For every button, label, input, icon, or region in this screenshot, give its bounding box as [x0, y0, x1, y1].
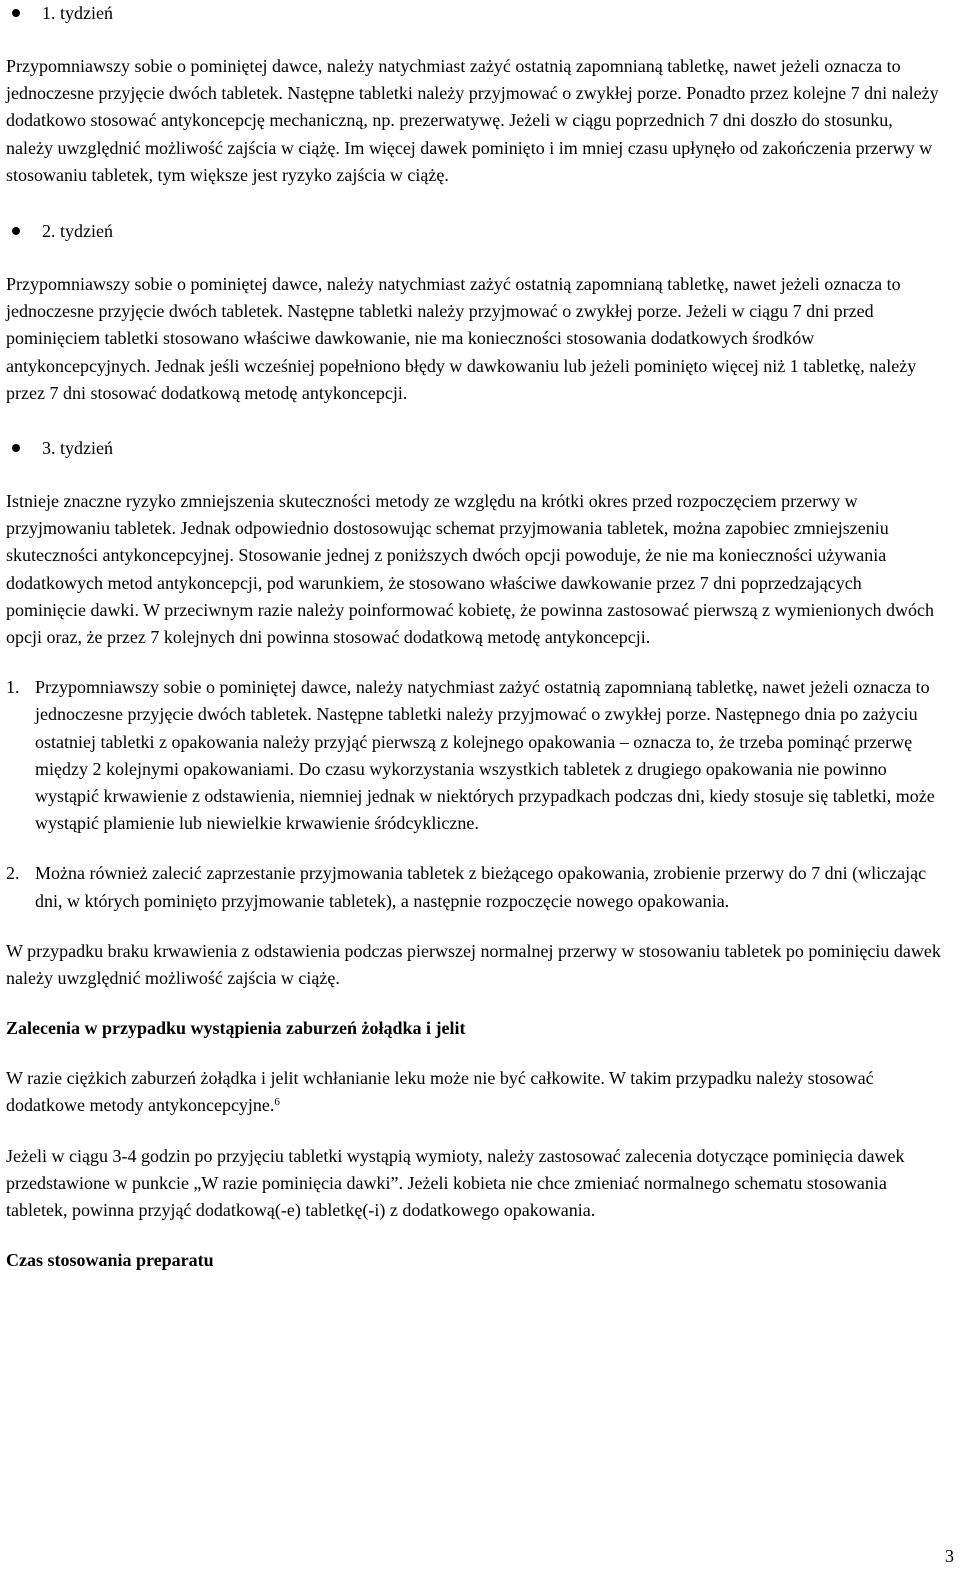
- gi-paragraph-1-text: W razie ciężkich zaburzeń żołądka i jelit wchłanianie leku może nie być całkowite. W takim przypadku należy stosować dodatkowe metody antykoncepcyjne.: [6, 1068, 874, 1116]
- week1-heading-label: 1. tydzień: [42, 3, 113, 23]
- gi-section-heading: Zalecenia w przypadku wystąpienia zaburzeń żołądka i jelit: [6, 1018, 466, 1039]
- week3-paragraph: Istnieje znaczne ryzyko zmniejszenia skuteczności metody ze względu na krótki okres przed rozpoczęciem przerwy w przyjmowaniu tabletek. Jednak odpowiednio dostosowując schemat przyjmowania tabletek, można zapobiec zmniejszeniu skuteczności antykoncepcyjnej. Stosowanie jednej z poniższych dwóch opcji powoduje, że nie ma konieczności używania dodatkowych metod antykoncepcji, pod warunkiem, że stosowano właściwe dawkowanie przez 7 dni poprzedzających pominięcie dawki. W przeciwnym razie należy poinformować kobietę, że powinna zastosować pierwszą z wymienionych dwóch opcji oraz, że przez 7 kolejnych dni powinna stosować dodatkową metodę antykoncepcji.: [6, 491, 935, 648]
- week2-heading-label: 2. tydzień: [42, 221, 113, 242]
- option-1-number: 1.: [6, 677, 20, 698]
- gi-paragraph-2: Jeżeli w ciągu 3-4 godzin po przyjęciu tabletki wystąpią wymioty, należy zastosować zalecenia dotyczące pominięcia dawek przedstawione w punkcie „W razie pominięcia dawki”. Jeżeli kobieta nie chce zmieniać normalnego schematu stosowania tabletek, powinna przyjąć dodatkową(-e) tabletkę(-i) z dodatkowego opakowania.: [6, 1145, 905, 1221]
- bullet-icon: [12, 9, 20, 17]
- week1-paragraph: Przypomniawszy sobie o pominiętej dawce, należy natychmiast zażyć ostatnią zapomnianą tabletkę, nawet jeżeli oznacza to jednoczesne przyjęcie dwóch tabletek. Następne tabletki należy przyjmować o zwykłej porze. Ponadto przez kolejne 7 dni należy dodatkowo stosować antykoncepcję mechaniczną, np. prezerwatywę. Jeżeli w ciągu poprzednich 7 dni doszło do stosunku, należy uwzględnić możliwość zajścia w ciążę. Im więcej dawek pominięto i im mniej czasu upłynęło od zakończenia przerwy w stosowaniu tabletek, tym większe jest ryzyko zajścia w ciążę.: [6, 56, 939, 185]
- no-bleeding-paragraph: W przypadku braku krwawienia z odstawienia podczas pierwszej normalnej przerwy w stosowaniu tabletek po pominięciu dawek należy uwzględnić możliwość zajścia w ciążę.: [6, 940, 941, 989]
- document-page: [6, 0, 941, 1274]
- option-1-text: Przypomniawszy sobie o pominiętej dawce, należy natychmiast zażyć ostatnią zapomnianą tabletkę, nawet jeżeli oznacza to jednoczesne przyjęcie dwóch tabletek. Następne tabletki należy przyjmować o zwykłej porze. Następnego dnia po zażyciu ostatniej tabletki z opakowania należy przyjąć pierwszą z kolejnego opakowania – oznacza to, że trzeba pominąć przerwę między 2 kolejnymi opakowaniami. Do czasu wykorzystania wszystkich tabletek z drugiego opakowania nie powinno wystąpić krwawienie z odstawienia, niemniej jednak w niektórych przypadkach podczas dni, kiedy stosuje się tabletki, może wystąpić plamienie lub niewielkie krwawienie śródcykliczne.: [35, 677, 935, 834]
- week2-paragraph: Przypomniawszy sobie o pominiętej dawce, należy natychmiast zażyć ostatnią zapomnianą tabletkę, nawet jeżeli oznacza to jednoczesne przyjęcie dwóch tabletek. Następne tabletki należy przyjmować o zwykłej porze. Jeżeli w ciągu 7 dni przed pominięciem tabletki stosowano właściwe dawkowanie, nie ma konieczności stosowania dodatkowych środków antykoncepcyjnych. Jednak jeśli wcześniej popełniono błędy w dawkowaniu lub jeżeli pominięto więcej niż 1 tabletkę, należy przez 7 dni stosować dodatkową metodę antykoncepcji.: [6, 274, 917, 403]
- bullet-icon: [12, 227, 20, 235]
- option-1: [6, 674, 941, 837]
- option-2-number: 2.: [6, 863, 20, 884]
- week2-heading: [6, 218, 941, 244]
- footnote-ref: 6: [274, 1096, 280, 1109]
- duration-heading: Czas stosowania preparatu: [6, 1250, 214, 1271]
- week3-heading: [6, 435, 941, 461]
- page-number: 3: [945, 1546, 954, 1566]
- week3-heading-label: 3. tydzień: [42, 438, 113, 459]
- week1-heading: [6, 0, 941, 26]
- option-2: [6, 860, 941, 914]
- option-2-text: Można również zalecić zaprzestanie przyjmowania tabletek z bieżącego opakowania, zrobienie przerwy do 7 dni (wliczając dni, w których pominięto przyjmowanie tabletek), a następnie rozpoczęcie nowego opakowania.: [35, 863, 927, 911]
- bullet-icon: [12, 444, 20, 452]
- gi-paragraph-1: [6, 1065, 941, 1119]
